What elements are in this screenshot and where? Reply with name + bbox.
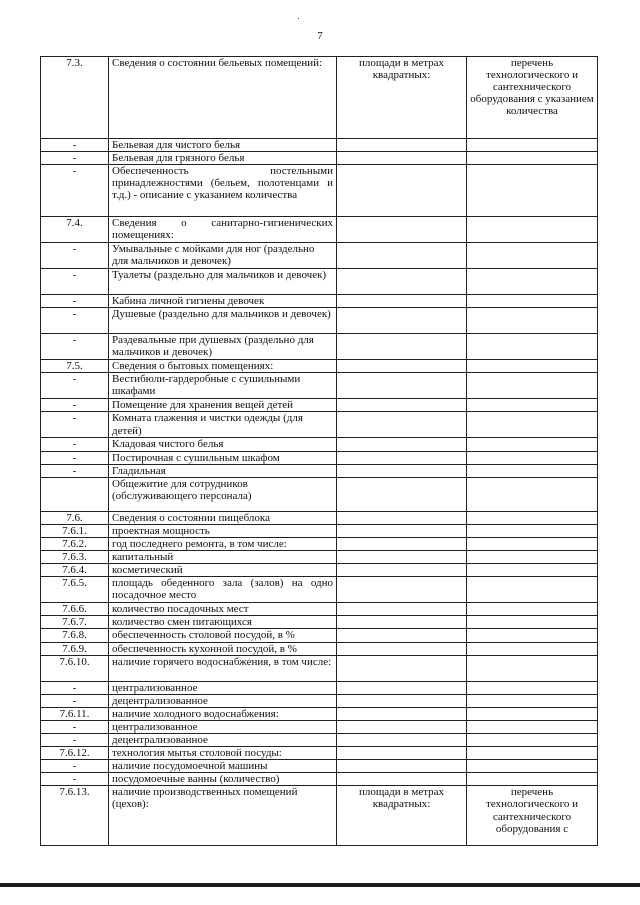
row-equipment [467, 373, 598, 399]
row-description: наличие производственных помещений (цехов): [109, 786, 337, 846]
row-description: наличие горячего водоснабжения, в том числе: [109, 655, 337, 681]
row-number: 7.6.7. [41, 616, 109, 629]
row-equipment [467, 269, 598, 295]
row-description: площадь обеденного зала (залов) на одно посадочное место [109, 577, 337, 603]
table-row [41, 243, 598, 269]
table-row [41, 629, 598, 642]
row-number: - [41, 760, 109, 773]
row-area [337, 537, 467, 550]
row-description: проектная мощность [109, 524, 337, 537]
table-row [41, 773, 598, 786]
table-row [41, 269, 598, 295]
row-number: - [41, 139, 109, 152]
row-description: наличие посудомоечной машины [109, 760, 337, 773]
table-row [41, 165, 598, 217]
row-description: Кабина личной гигиены девочек [109, 295, 337, 308]
table-row [41, 57, 598, 139]
row-equipment [467, 537, 598, 550]
table-row [41, 681, 598, 694]
row-description: Туалеты (раздельно для мальчиков и девочек) [109, 269, 337, 295]
row-number: - [41, 464, 109, 477]
row-area [337, 360, 467, 373]
row-area [337, 577, 467, 603]
row-description: Гладильная [109, 464, 337, 477]
row-area [337, 747, 467, 760]
table-row [41, 511, 598, 524]
row-number: 7.6.3. [41, 551, 109, 564]
row-description: Бельевая для грязного белья [109, 152, 337, 165]
row-description: Комната глажения и чистки одежды (для детей) [109, 412, 337, 438]
row-area [337, 655, 467, 681]
row-equipment [467, 694, 598, 707]
table-row [41, 551, 598, 564]
row-area [337, 511, 467, 524]
table-row [41, 295, 598, 308]
row-area [337, 760, 467, 773]
row-description: Сведения о бытовых помещениях: [109, 360, 337, 373]
row-area [337, 308, 467, 334]
table-row [41, 747, 598, 760]
row-equipment [467, 334, 598, 360]
table-row [41, 616, 598, 629]
row-equipment [467, 707, 598, 720]
row-area [337, 603, 467, 616]
row-equipment [467, 139, 598, 152]
table-row [41, 334, 598, 360]
table-row [41, 399, 598, 412]
row-number: - [41, 269, 109, 295]
row-number: - [41, 152, 109, 165]
table-row [41, 217, 598, 243]
row-number: - [41, 308, 109, 334]
row-equipment [467, 603, 598, 616]
row-area [337, 451, 467, 464]
row-description: Раздевальные при душевых (раздельно для мальчиков и девочек) [109, 334, 337, 360]
row-area [337, 152, 467, 165]
row-equipment: перечень технологического и сантехнического оборудования с [467, 786, 598, 846]
table-row [41, 720, 598, 733]
row-number: - [41, 243, 109, 269]
row-area [337, 295, 467, 308]
row-number: 7.6.4. [41, 564, 109, 577]
row-area [337, 616, 467, 629]
row-number: 7.6.5. [41, 577, 109, 603]
scan-speck [298, 18, 299, 19]
row-equipment [467, 524, 598, 537]
row-area [337, 681, 467, 694]
row-area: площади в метрах квадратных: [337, 786, 467, 846]
row-area [337, 438, 467, 451]
row-number: - [41, 438, 109, 451]
row-equipment [467, 451, 598, 464]
row-number: 7.6.13. [41, 786, 109, 846]
row-description: Помещение для хранения вещей детей [109, 399, 337, 412]
table-row [41, 524, 598, 537]
row-area [337, 773, 467, 786]
row-description: обеспеченность столовой посудой, в % [109, 629, 337, 642]
row-number: - [41, 412, 109, 438]
row-equipment [467, 616, 598, 629]
row-area [337, 217, 467, 243]
row-equipment [467, 655, 598, 681]
row-description: Вестибюли-гардеробные с сушильными шкафами [109, 373, 337, 399]
row-number: 7.6.2. [41, 537, 109, 550]
table-row [41, 603, 598, 616]
table-row [41, 537, 598, 550]
row-description: Сведения о санитарно-гигиенических помещениях: [109, 217, 337, 243]
row-description: децентрализованное [109, 694, 337, 707]
row-equipment [467, 152, 598, 165]
row-number: - [41, 399, 109, 412]
row-number: - [41, 694, 109, 707]
row-description: год последнего ремонта, в том числе: [109, 537, 337, 550]
row-number [41, 477, 109, 511]
row-number: - [41, 720, 109, 733]
row-number: - [41, 773, 109, 786]
row-equipment [467, 412, 598, 438]
table-row [41, 412, 598, 438]
row-equipment [467, 165, 598, 217]
row-area [337, 334, 467, 360]
row-number: 7.5. [41, 360, 109, 373]
row-number: - [41, 295, 109, 308]
row-equipment [467, 577, 598, 603]
table-row [41, 152, 598, 165]
row-equipment [467, 551, 598, 564]
row-equipment [467, 629, 598, 642]
table-row [41, 694, 598, 707]
row-area [337, 551, 467, 564]
row-area [337, 399, 467, 412]
row-description: количество посадочных мест [109, 603, 337, 616]
row-description: Постирочная с сушильным шкафом [109, 451, 337, 464]
row-description: Общежитие для сотрудников (обслуживающего персонала) [109, 477, 337, 511]
table-row [41, 564, 598, 577]
row-equipment [467, 217, 598, 243]
row-description: количество смен питающихся [109, 616, 337, 629]
table-row [41, 477, 598, 511]
row-equipment [467, 399, 598, 412]
row-area [337, 733, 467, 746]
row-equipment [467, 747, 598, 760]
row-number: 7.3. [41, 57, 109, 139]
table-row [41, 786, 598, 846]
row-description: централизованное [109, 681, 337, 694]
table-row [41, 438, 598, 451]
table-row [41, 707, 598, 720]
row-number: - [41, 165, 109, 217]
row-description: Сведения о состоянии пищеблока [109, 511, 337, 524]
table-row [41, 760, 598, 773]
row-description: Кладовая чистого белья [109, 438, 337, 451]
row-description: централизованное [109, 720, 337, 733]
row-area [337, 694, 467, 707]
row-number: - [41, 334, 109, 360]
row-description: децентрализованное [109, 733, 337, 746]
row-equipment [467, 681, 598, 694]
row-area [337, 642, 467, 655]
row-area [337, 165, 467, 217]
row-equipment [467, 564, 598, 577]
table-row [41, 464, 598, 477]
table-row [41, 642, 598, 655]
row-equipment [467, 308, 598, 334]
row-area [337, 139, 467, 152]
row-area [337, 464, 467, 477]
table-row [41, 308, 598, 334]
row-number: 7.6.6. [41, 603, 109, 616]
row-equipment [467, 733, 598, 746]
row-number: 7.4. [41, 217, 109, 243]
table-row [41, 577, 598, 603]
row-description: обеспеченность кухонной посудой, в % [109, 642, 337, 655]
row-area [337, 524, 467, 537]
table-row [41, 733, 598, 746]
row-number: - [41, 733, 109, 746]
scan-edge [0, 883, 640, 887]
row-area: площади в метрах квадратных: [337, 57, 467, 139]
row-area [337, 373, 467, 399]
row-description: Сведения о состоянии бельевых помещений: [109, 57, 337, 139]
row-area [337, 243, 467, 269]
row-area [337, 707, 467, 720]
row-area [337, 564, 467, 577]
row-equipment [467, 511, 598, 524]
row-number: 7.6.1. [41, 524, 109, 537]
row-number: 7.6.11. [41, 707, 109, 720]
row-equipment [467, 773, 598, 786]
row-area [337, 720, 467, 733]
row-description: Умывальные с мойками для ног (раздельно для мальчиков и девочек) [109, 243, 337, 269]
row-number: - [41, 451, 109, 464]
row-number: 7.6.10. [41, 655, 109, 681]
row-number: - [41, 681, 109, 694]
row-area [337, 412, 467, 438]
row-equipment [467, 243, 598, 269]
table-row [41, 451, 598, 464]
row-equipment [467, 477, 598, 511]
row-number: 7.6.12. [41, 747, 109, 760]
row-equipment [467, 760, 598, 773]
row-description: Обеспеченность постельными принадлежностями (бельем, полотенцами и т.д.) - описание с указанием количества [109, 165, 337, 217]
page-number: 7 [317, 30, 323, 42]
row-description: косметический [109, 564, 337, 577]
row-description: Душевые (раздельно для мальчиков и девочек) [109, 308, 337, 334]
row-area [337, 269, 467, 295]
table-row [41, 655, 598, 681]
row-area [337, 629, 467, 642]
row-number: 7.6.9. [41, 642, 109, 655]
row-description: капитальный [109, 551, 337, 564]
row-description: посудомоечные ванны (количество) [109, 773, 337, 786]
row-number: - [41, 373, 109, 399]
row-description: наличие холодного водоснабжения: [109, 707, 337, 720]
table-row [41, 139, 598, 152]
row-area [337, 477, 467, 511]
table-row [41, 360, 598, 373]
row-equipment [467, 720, 598, 733]
row-equipment [467, 295, 598, 308]
row-equipment [467, 464, 598, 477]
row-description: технология мытья столовой посуды: [109, 747, 337, 760]
row-equipment [467, 438, 598, 451]
row-number: 7.6.8. [41, 629, 109, 642]
row-number: 7.6. [41, 511, 109, 524]
row-equipment [467, 360, 598, 373]
table-row [41, 373, 598, 399]
facility-table [40, 56, 598, 846]
row-equipment: перечень технологического и сантехнического оборудования с указанием количества [467, 57, 598, 139]
row-description: Бельевая для чистого белья [109, 139, 337, 152]
row-equipment [467, 642, 598, 655]
